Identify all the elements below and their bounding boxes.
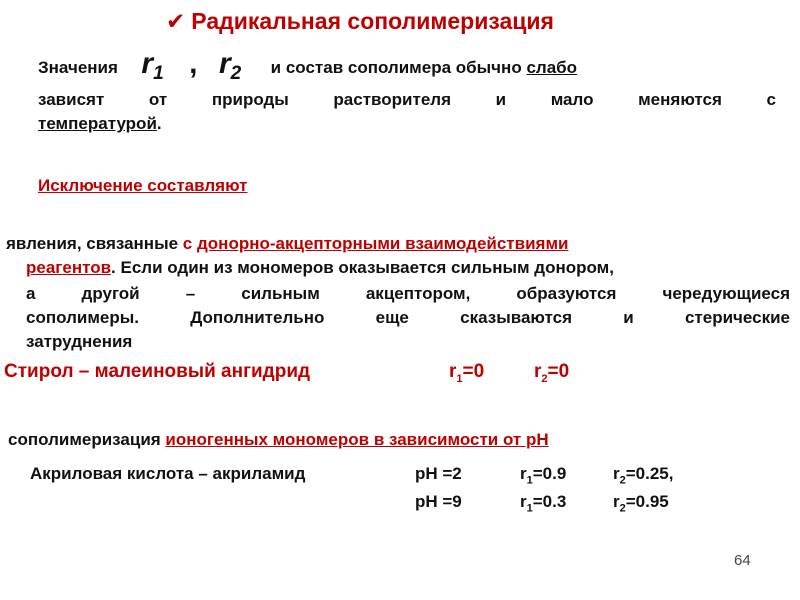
intro-line-2: зависят от природы растворителя и мало меняются с bbox=[38, 90, 776, 109]
acrylic-r1-1: $r_1=0.9$ bbox=[520, 464, 567, 487]
acrylic-r1-2: $r_1=0.3$ bbox=[520, 492, 567, 515]
exception-heading: Исключение составляют bbox=[38, 176, 248, 195]
acrylic-ph-2: pH =9 bbox=[415, 492, 462, 511]
styrene-text: Стирол – малеиновый ангидрид bbox=[4, 361, 311, 382]
item1-line-2: реагентов. Если один из мономеров оказывается сильным донором, bbox=[26, 258, 614, 277]
item1-line-1: явления, связанные с донорно-акцепторными взаимодействиями bbox=[6, 234, 569, 253]
donor-acceptor-phrase: донорно-акцепторными взаимодействиями bbox=[197, 234, 569, 253]
intro-slabo: слабо bbox=[526, 58, 578, 77]
acrylic-r2-2: $r_2=0.95$ bbox=[613, 492, 669, 515]
reagents-word: реагентов bbox=[26, 258, 112, 277]
slide-title-text: Радикальная сополимеризация bbox=[191, 8, 554, 34]
intro-line-1 bbox=[38, 47, 578, 86]
item1-line-4: сополимеры. Дополнительно еще сказываются и стерические bbox=[26, 308, 790, 327]
acrylic-label: Акриловая кислота – акриламид bbox=[30, 464, 306, 483]
styrene-line bbox=[4, 360, 310, 385]
intro-line1-rest: и состав сополимера обычно bbox=[270, 58, 522, 77]
intro-line-3: температурой. bbox=[38, 114, 162, 133]
intro-comma: , bbox=[189, 47, 198, 80]
checkmark-icon: ✔ bbox=[166, 8, 186, 34]
item1-line-3: а другой – сильным акцептором, образуются чередующиеся bbox=[26, 284, 790, 303]
item2-line: сополимеризация ионогенных мономеров в зависимости от pH bbox=[8, 430, 549, 449]
slide-title bbox=[166, 8, 554, 35]
intro-temperature: температурой bbox=[38, 114, 157, 133]
r1-symbol: $r_1$ bbox=[141, 47, 164, 84]
page-number: 64 bbox=[734, 552, 751, 569]
styrene-r2: $r_2=0$ bbox=[534, 361, 570, 385]
ionogenic-phrase: ионогенных мономеров в зависимости от pH bbox=[165, 430, 549, 449]
intro-prefix: Значения bbox=[38, 58, 118, 77]
r2-symbol: $r_2$ bbox=[218, 47, 242, 84]
styrene-r1: $r_1=0$ bbox=[449, 361, 485, 385]
item1-line-5: затруднения bbox=[26, 332, 133, 351]
acrylic-r2-1: $r_2=0.25$, bbox=[613, 464, 674, 487]
acrylic-ph-1: pH =2 bbox=[415, 464, 462, 483]
